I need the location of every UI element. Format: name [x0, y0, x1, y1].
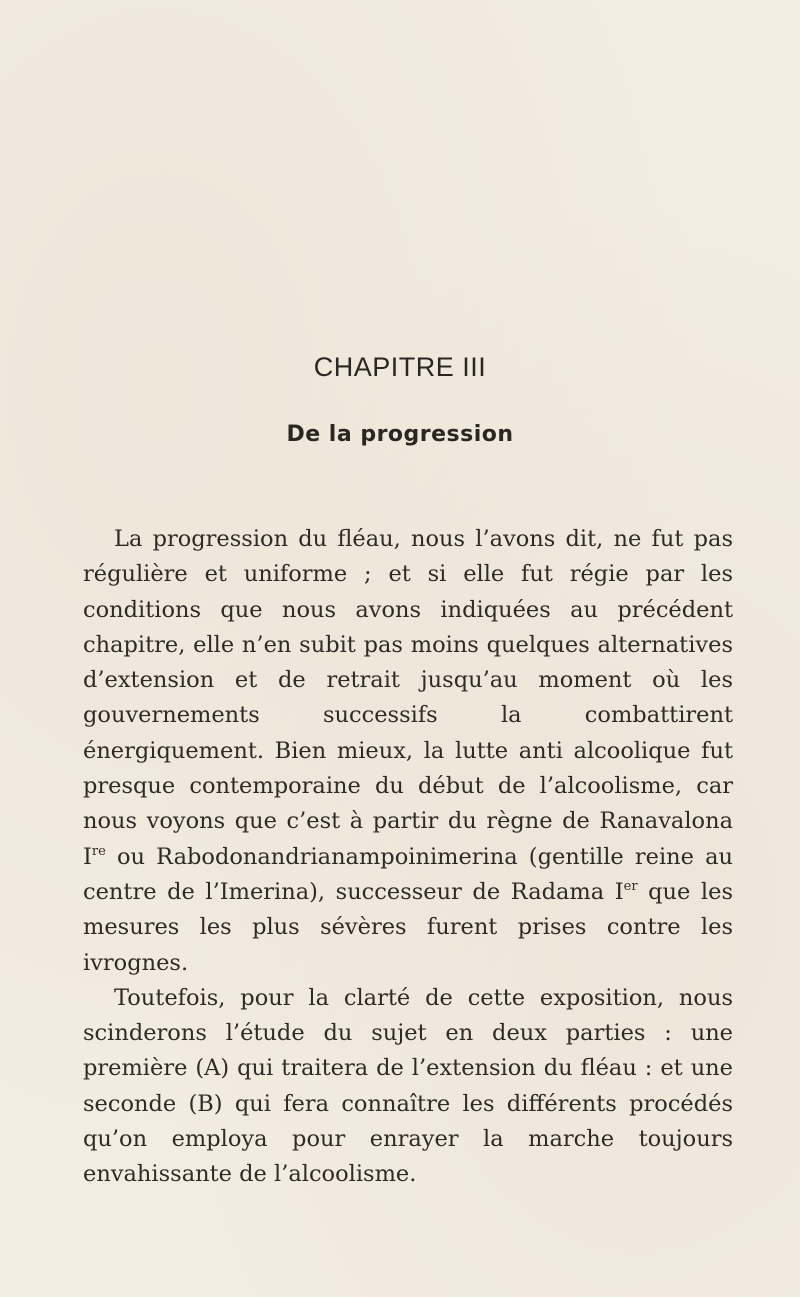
paragraph-2: Toutefois, pour la clarté de cette exposition, nous scinderons l’étude du sujet en deux parties : une première (A) qui traitera de l’extension du fléau : et une seconde (B) qui fera connaître les différents procédés qu’on employa pour enrayer la marche toujours envahissante de l’alcoolisme.: [83, 984, 733, 1188]
body-text: [83, 522, 733, 1193]
paragraph-1-part-2: ou Rabodonandrianampoinimerina (gentille reine au centre de l’Imerina), successeur de Radama I: [83, 843, 733, 905]
paragraph-1-part-1: La progression du fléau, nous l’avons dit, ne fut pas régulière et uniforme ; et si elle fut régie par les conditions que nous avons indiquées au précédent chapitre, elle n’en subit pas moins quelques alternatives d’extension et de retrait jusqu’au moment où les gouvernements successifs la combattirent énergiquement. Bien mieux, la lutte anti alcoolique fut presque contemporaine du début de l’alcoolisme, car nous voyons que c’est à partir du règne de Ranavalona I: [83, 526, 733, 870]
superscript-re: re: [91, 843, 106, 859]
superscript-er: er: [623, 878, 638, 894]
chapter-title: CHAPITRE III: [313, 352, 487, 382]
section-title: De la progression: [286, 422, 514, 447]
paragraph-1: [83, 522, 733, 981]
paragraph-1-part-3: que les mesures les plus sévères furent prises contre les ivrognes.: [83, 878, 733, 976]
